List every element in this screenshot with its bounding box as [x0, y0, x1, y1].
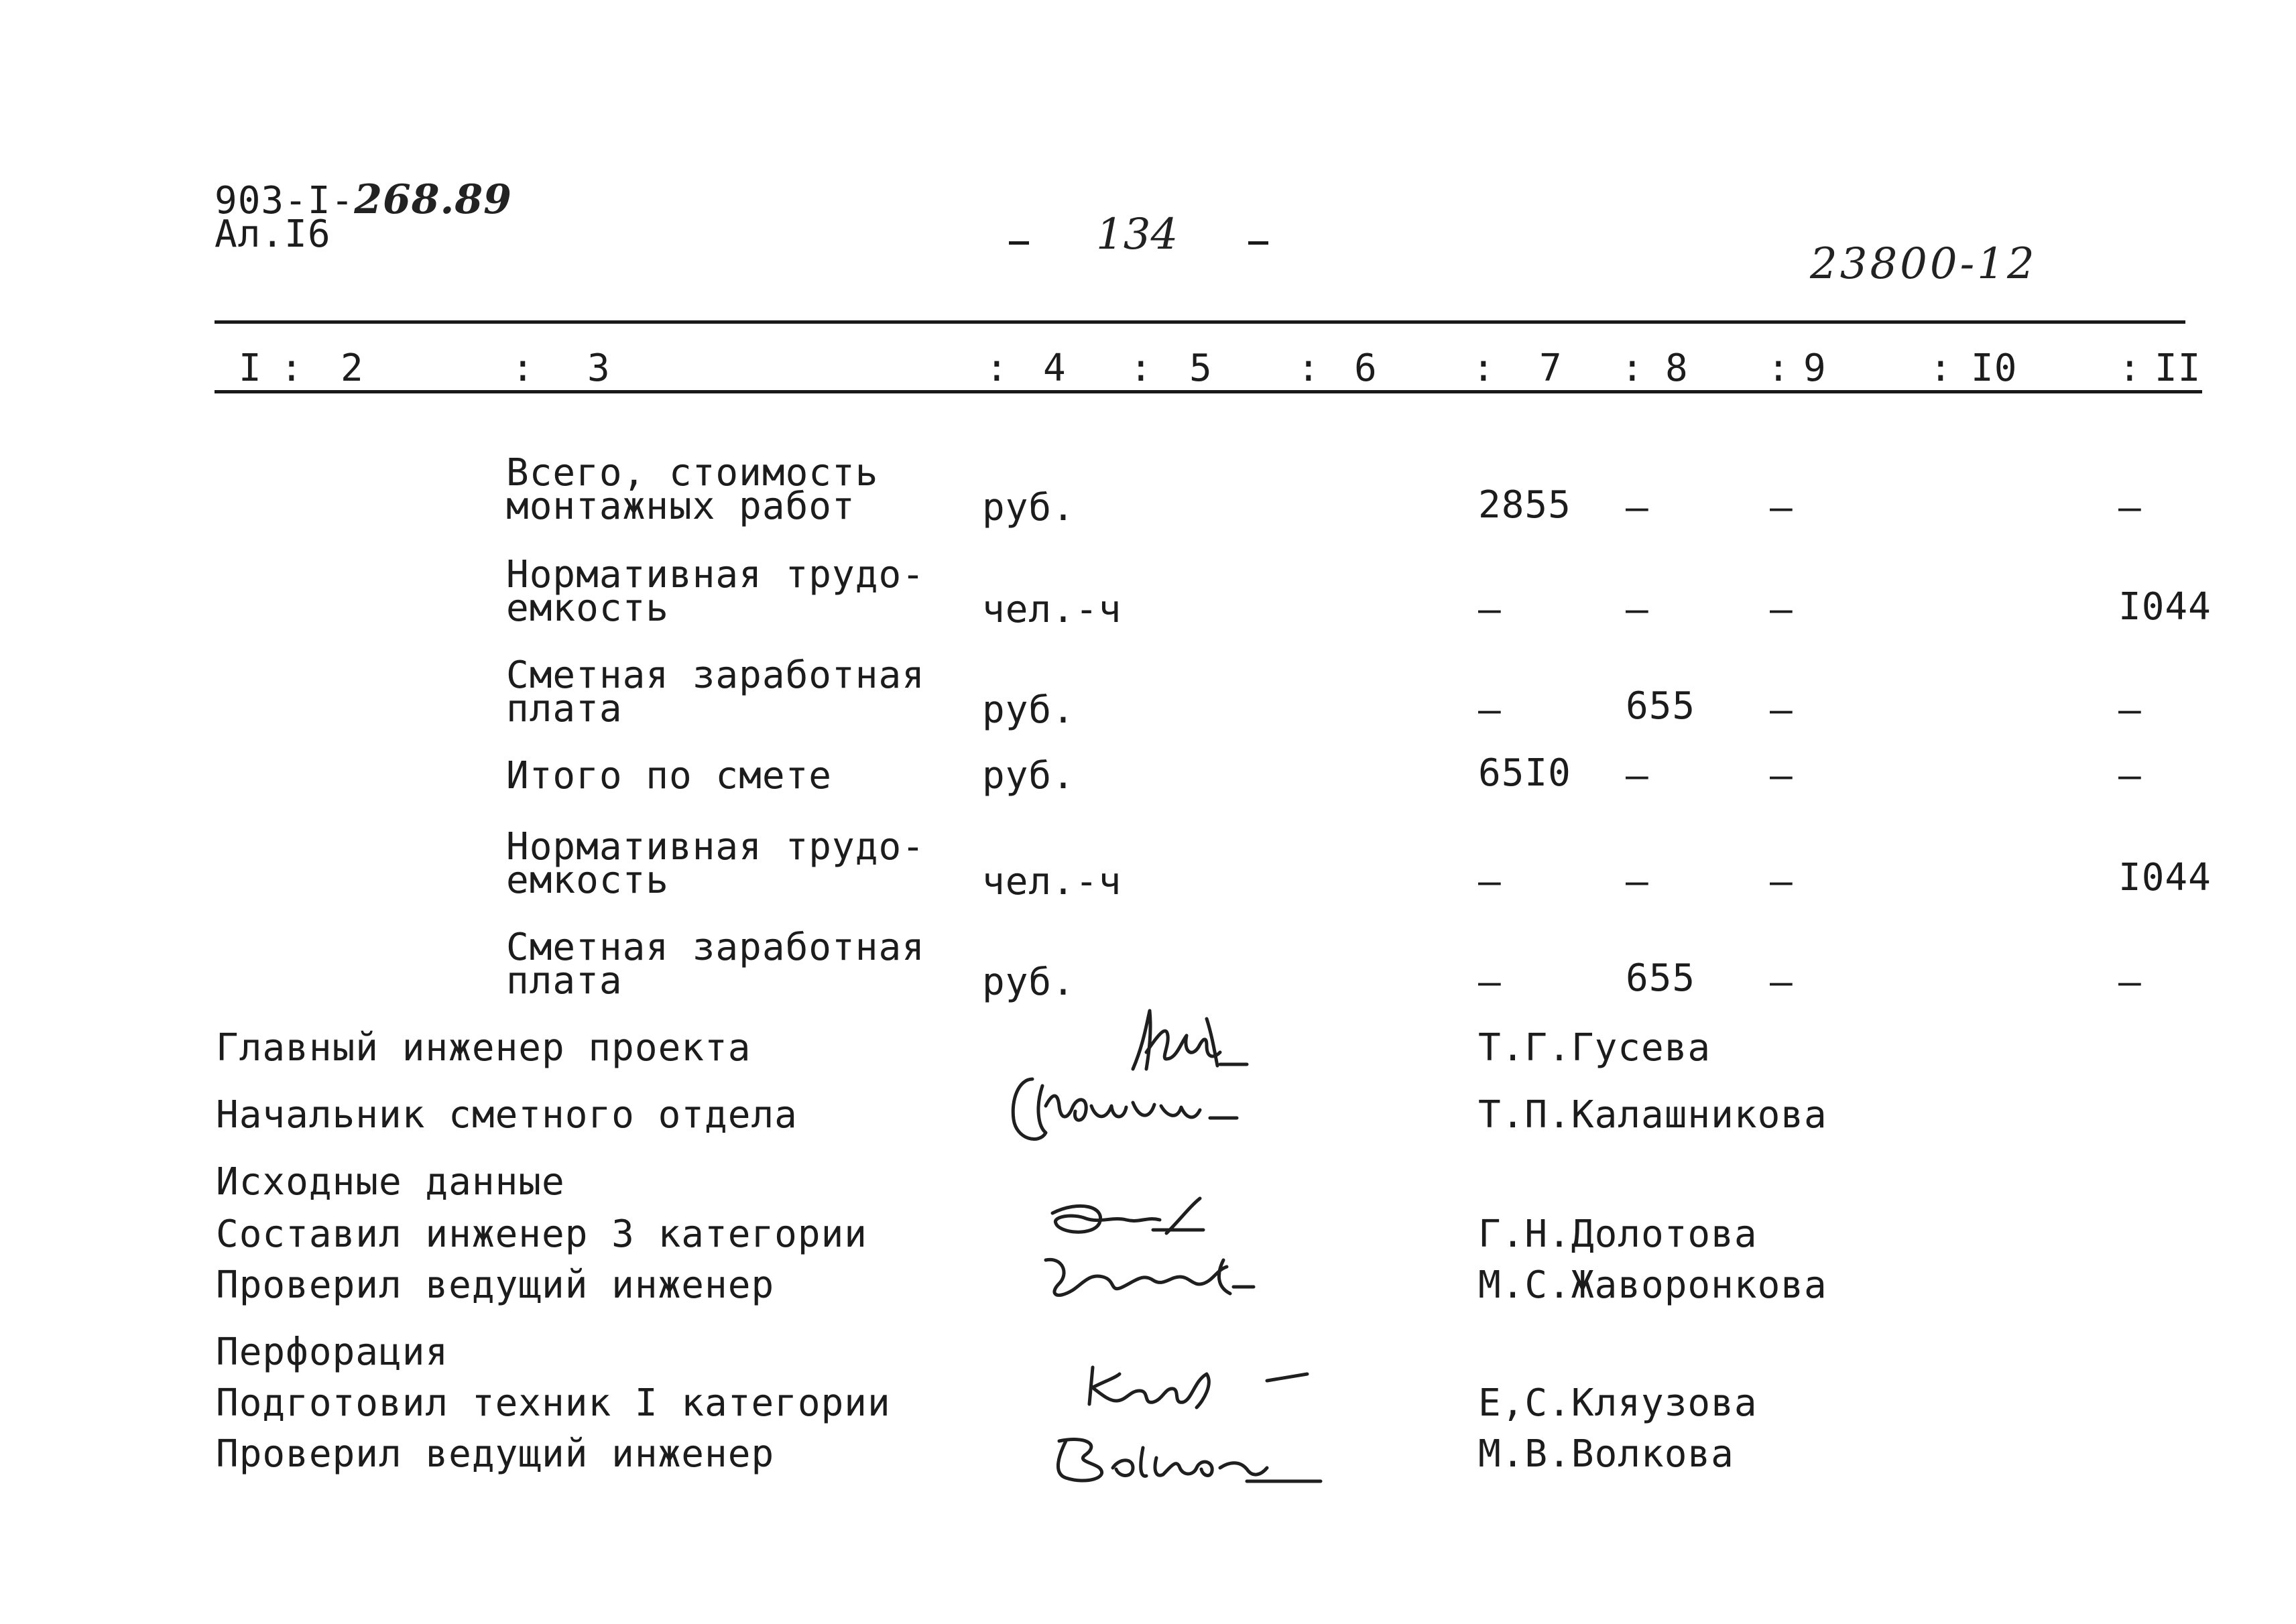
section-heading: Перфорация — [216, 1330, 449, 1374]
column-separator: : — [1297, 347, 1321, 390]
column-separator: : — [1929, 347, 1953, 390]
column-number: I — [239, 347, 262, 390]
column-number: II — [2155, 347, 2201, 390]
cell-col8: 655 — [1626, 684, 1696, 728]
column-separator: : — [511, 347, 535, 390]
sheet-label: Ал.I6 — [215, 212, 331, 256]
row-unit: чел.-ч — [982, 588, 1122, 631]
column-number: 6 — [1354, 347, 1378, 390]
signature-dolotova — [1039, 1193, 1213, 1247]
cell-col7: – — [1478, 588, 1502, 631]
document-code-printed: 903-I- — [215, 179, 355, 223]
section-heading: Исходные данные — [216, 1160, 565, 1204]
row-unit: руб. — [982, 486, 1075, 529]
signatory-role: Начальник сметного отдела — [216, 1093, 798, 1137]
table-top-rule — [215, 320, 2185, 324]
cell-col9: – — [1770, 486, 1793, 529]
cell-col8: – — [1626, 588, 1649, 631]
page-number-dash-left — [1009, 241, 1029, 245]
column-number: 9 — [1803, 347, 1827, 390]
column-separator: : — [1767, 347, 1791, 390]
column-number: I0 — [1971, 347, 2018, 390]
cell-col11: – — [2118, 754, 2142, 798]
row-description: емкость — [506, 859, 670, 902]
signatory-role: Проверил ведущий инженер — [216, 1263, 775, 1307]
signature-kalashnikova — [1006, 1066, 1254, 1153]
row-description: Всего, стоимость — [506, 451, 879, 495]
cell-col9: – — [1770, 754, 1793, 798]
cell-col11: I044 — [2118, 585, 2212, 629]
row-unit: чел.-ч — [982, 860, 1122, 903]
row-description: Сметная заработная — [506, 653, 925, 697]
row-unit: руб. — [982, 688, 1075, 732]
column-number: 8 — [1665, 347, 1689, 390]
cell-col9: – — [1770, 960, 1793, 1004]
signatory-role: Проверил ведущий инженер — [216, 1432, 775, 1476]
cell-col9: – — [1770, 688, 1793, 732]
column-number: 5 — [1189, 347, 1213, 390]
cell-col11: – — [2118, 486, 2142, 529]
cell-col7: 2855 — [1478, 483, 1571, 527]
signatory-name: Т.П.Калашникова — [1478, 1093, 1827, 1137]
cell-col8: – — [1626, 486, 1649, 529]
row-description: емкость — [506, 586, 670, 630]
cell-col7: – — [1478, 860, 1502, 903]
cell-col11: – — [2118, 688, 2142, 732]
row-description: Итого по смете — [506, 754, 833, 798]
signature-zhavoronkova — [1036, 1247, 1264, 1307]
signatory-role: Главный инженер проекта — [216, 1026, 751, 1070]
row-description: плата — [506, 687, 623, 731]
cell-col9: – — [1770, 588, 1793, 631]
cell-col8: 655 — [1626, 956, 1696, 1000]
cell-col11: – — [2118, 960, 2142, 1004]
cell-col8: – — [1626, 754, 1649, 798]
column-separator: : — [1130, 347, 1153, 390]
row-description: Нормативная трудо- — [506, 553, 925, 597]
signatory-name: Е,С.Кляузова — [1478, 1381, 1758, 1425]
signatory-role: Подготовил техник I категории — [216, 1381, 891, 1425]
signatory-role: Составил инженер 3 категории — [216, 1212, 868, 1256]
column-number: 4 — [1043, 347, 1067, 390]
signatory-name: М.В.Волкова — [1478, 1432, 1734, 1476]
signatory-name: Г.Н.Долотова — [1478, 1212, 1758, 1256]
row-description: плата — [506, 959, 623, 1003]
row-unit: руб. — [982, 960, 1075, 1004]
row-description: Нормативная трудо- — [506, 825, 925, 869]
cell-col9: – — [1770, 860, 1793, 903]
cell-col7: 65I0 — [1478, 751, 1571, 795]
signatory-name: М.С.Жаворонкова — [1478, 1263, 1827, 1307]
column-number: 3 — [587, 347, 611, 390]
row-description: монтажных работ — [506, 485, 855, 528]
page-number-dash-right — [1248, 241, 1268, 245]
row-unit: руб. — [982, 754, 1075, 798]
column-separator: : — [1472, 347, 1496, 390]
cell-col7: – — [1478, 960, 1502, 1004]
signature-volkova — [1046, 1428, 1327, 1488]
column-number: 7 — [1539, 347, 1563, 390]
column-number: 2 — [341, 347, 364, 390]
signature-klyauzova — [1079, 1354, 1321, 1414]
archive-number: 23800-12 — [1810, 239, 2037, 289]
cell-col8: – — [1626, 860, 1649, 903]
cell-col7: – — [1478, 688, 1502, 732]
signatory-name: Т.Г.Гусева — [1478, 1026, 1711, 1070]
row-description: Сметная заработная — [506, 926, 925, 969]
column-separator: : — [1621, 347, 1644, 390]
table-header-bottom-rule — [215, 390, 2202, 393]
page-number: 134 — [1096, 210, 1179, 259]
column-separator: : — [280, 347, 304, 390]
document-code-handwritten: 268.89 — [354, 176, 512, 223]
column-separator: : — [985, 347, 1009, 390]
cell-col11: I044 — [2118, 856, 2212, 899]
column-separator: : — [2118, 347, 2142, 390]
